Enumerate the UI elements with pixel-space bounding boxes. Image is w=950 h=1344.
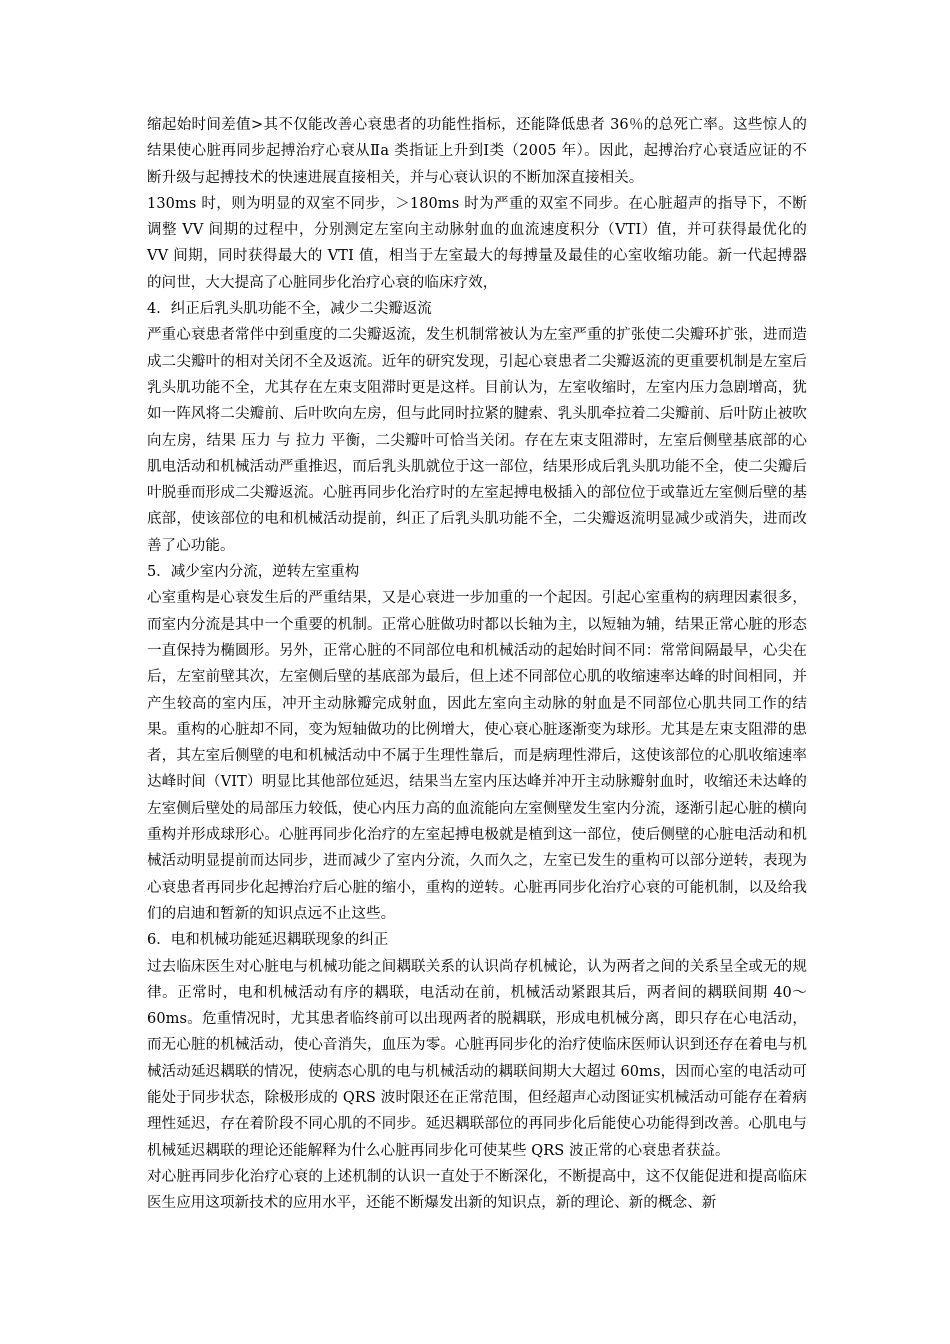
document-page: [147, 112, 807, 1216]
paragraph-mitral-regurgitation: 严重心衰患者常伴中到重度的二尖瓣返流，发生机制常被认为左室严重的扩张使二尖瓣环扩张，进而造成二尖瓣叶的相对关闭不全及返流。近年的研究发现，引起心衰患者二尖瓣返流的更重要机制是左室后乳头肌功能不全，尤其存在左束支阻滞时更是这样。目前认为，左室收缩时，左室内压力急剧增高，犹如一阵风将二尖瓣前、后叶吹向左房，但与此同时拉紧的腱索、乳头肌牵拉着二尖瓣前、后叶防止被吹向左房，结果 压力 与 拉力 平衡，二尖瓣叶可恰当关闭。存在左束支阻滞时，左室后侧壁基底部的心肌电活动和机械活动严重推迟，而后乳头肌就位于这一部位，结果形成后乳头肌功能不全，使二尖瓣后叶脱垂而形成二尖瓣返流。心脏再同步化治疗时的左室起搏电极插入的部位位于或靠近左室侧后壁的基底部，使该部位的电和机械活动提前，纠正了后乳头肌功能不全，二尖瓣返流明显减少或消失，进而改善了心功能。: [147, 327, 807, 554]
paragraph-crt-intro: 缩起始时间差值>其不仅能改善心衰患者的功能性指标，还能降低患者 36％的总死亡率。这些惊人的结果使心脏再同步起搏治疗心衰从Ⅱa 类指证上升到Ⅰ类（2005 年）。因此，起搏治疗心衰适应证的不断升级与起搏技术的快速进展直接相关，并与心衰认识的不断加深直接相关。: [147, 117, 807, 186]
section-heading-4: 4．纠正后乳头肌功能不全，减少二尖瓣返流: [147, 301, 432, 318]
paragraph-conclusion: 对心脏再同步化治疗心衰的上述机制的认识一直处于不断深化，不断提高中，这不仅能促进和提高临床医生应用这项新技术的应用水平，还能不断爆发出新的知识点，新的理论、新的概念、新: [147, 1168, 807, 1212]
section-heading-6: 6．电和机械功能延迟耦联现象的纠正: [147, 932, 389, 949]
paragraph-ventricular-remodeling: 心室重构是心衰发生后的严重结果，又是心衰进一步加重的一个起因。引起心室重构的病理因素很多，而室内分流是其中一个重要的机制。正常心脏做功时都以长轴为主，以短轴为辅，结果正常心脏的形态一直保持为椭圆形。另外，正常心脏的不同部位电和机械活动的起始时间不同：常常间隔最早，心尖在后，左室前壁其次，左室侧后壁的基底部为最后，但上述不同部位心肌的收缩速率达峰的时间相同，并产生较高的室内压，冲开主动脉瓣完成射血，因此左室向主动脉的射血是不同部位心肌共同工作的结果。重构的心脏却不同，变为短轴做功的比例增大，使心衰心脏逐渐变为球形。尤其是左束支阻滞的患者，其左室后侧壁的电和机械活动中不属于生理性靠后，而是病理性滞后，这使该部位的心肌收缩速率达峰时间（VIT）明显比其他部位延迟，结果当左室内压达峰并冲开主动脉瓣射血时，收缩还未达峰的左室侧后壁处的局部压力较低，使心内压力高的血流能向左室侧壁发生室内分流，逐渐引起心脏的横向重构并形成球形心。心脏再同步化治疗的左室起搏电极就是植到这一部位，使后侧壁的心脏电活动和机械活动明显提前而达同步，进而减少了室内分流，久而久之，左室已发生的重构可以部分逆转，表现为心衰患者再同步化起搏治疗后心脏的缩小，重构的逆转。心脏再同步化治疗心衰的可能机制，以及给我们的启迪和暂新的知识点远不止这些。: [147, 590, 807, 922]
paragraph-vv-interval: 130ms 时，则为明显的双室不同步，＞180ms 时为严重的双室不同步。在心脏超声的指导下，不断调整 VV 间期的过程中，分别测定左室向主动脉射血的血流速度积分（VTI）值，并可获得最优化的 VV 间期，同时获得最大的 VTI 值，相当于左室最大的每搏量及最佳的心室收缩功能。新一代起搏器的问世，大大提高了心脏同步化治疗心衰的临床疗效，: [147, 195, 807, 291]
paragraph-electromechanical-coupling: 过去临床医生对心脏电与机械功能之间耦联关系的认识尚存机械论，认为两者之间的关系呈全或无的规律。正常时，电和机械活动有序的耦联，电活动在前，机械活动紧跟其后，两者间的耦联间期 40～60ms。危重情况时，尤其患者临终前可以出现两者的脱耦联，形成电机械分离，即只存在心电活动，而无心脏的机械活动，使心音消失，血压为零。心脏再同步化的治疗使临床医师认识到还存在着电与机械活动延迟耦联的情况，使病态心肌的电与机械活动的耦联间期大大超过 60ms，因而心室的电活动可能处于同步状态，除极形成的 QRS 波时限还在正常范围，但经超声心动图证实机械活动可能存在着病理性延迟，存在着阶段不同心肌的不同步。延迟耦联部位的再同步化后能使心功能得到改善。心肌电与机械延迟耦联的理论还能解释为什么心脏再同步化可使某些 QRS 波正常的心衰患者获益。: [147, 958, 807, 1159]
section-heading-5: 5．减少室内分流，逆转左室重构: [147, 564, 360, 581]
